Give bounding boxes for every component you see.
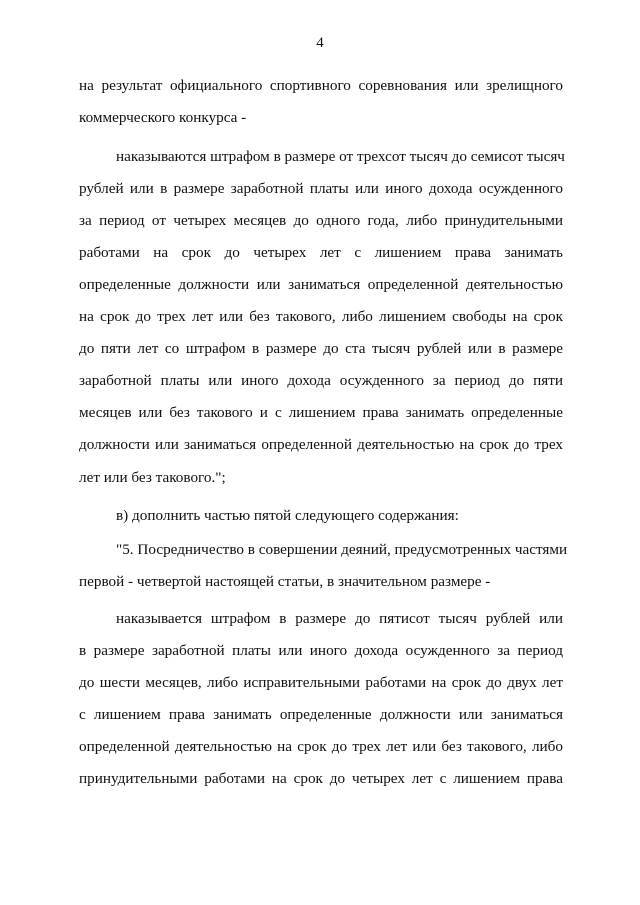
text-line: с лишением права занимать определенные должности или заниматься — [79, 706, 563, 723]
page-number: 4 — [316, 35, 324, 51]
text-line: за период от четырех месяцев до одного года, либо принудительными — [79, 212, 563, 229]
text-line: заработной платы или иного дохода осужденного за период до пяти — [79, 372, 563, 389]
text-line: работами на срок до четырех лет с лишением права занимать — [79, 244, 563, 261]
text-line: месяцев или без такового и с лишением права занимать определенные — [79, 404, 563, 421]
text-line: до шести месяцев, либо исправительными работами на срок до двух лет — [79, 674, 563, 691]
text-line: в размере заработной платы или иного дохода осужденного за период — [79, 642, 563, 659]
text-line: на результат официального спортивного соревнования или зрелищного — [79, 77, 563, 94]
text-line: до пяти лет со штрафом в размере до ста тысяч рублей или в размере — [79, 340, 563, 357]
text-line: определенные должности или заниматься определенной деятельностью — [79, 276, 563, 293]
text-line: должности или заниматься определенной деятельностью на срок до трех — [79, 436, 563, 453]
text-line: наказывается штрафом в размере до пятисот тысяч рублей или — [116, 610, 563, 627]
text-line: наказываются штрафом в размере от трехсот тысяч до семисот тысяч — [116, 148, 565, 165]
text-line: принудительными работами на срок до четырех лет с лишением права — [79, 770, 563, 787]
text-line: "5. Посредничество в совершении деяний, предусмотренных частями — [116, 541, 568, 558]
text-line: лет или без такового."; — [79, 469, 226, 486]
text-line: в) дополнить частью пятой следующего содержания: — [116, 507, 459, 524]
text-line: рублей или в размере заработной платы или иного дохода осужденного — [79, 180, 563, 197]
text-line: на срок до трех лет или без такового, либо лишением свободы на срок — [79, 308, 563, 325]
text-line: первой - четвертой настоящей статьи, в значительном размере - — [79, 573, 491, 590]
text-line: коммерческого конкурса - — [79, 109, 247, 126]
text-line: определенной деятельностью на срок до трех лет или без такового, либо — [79, 738, 563, 755]
